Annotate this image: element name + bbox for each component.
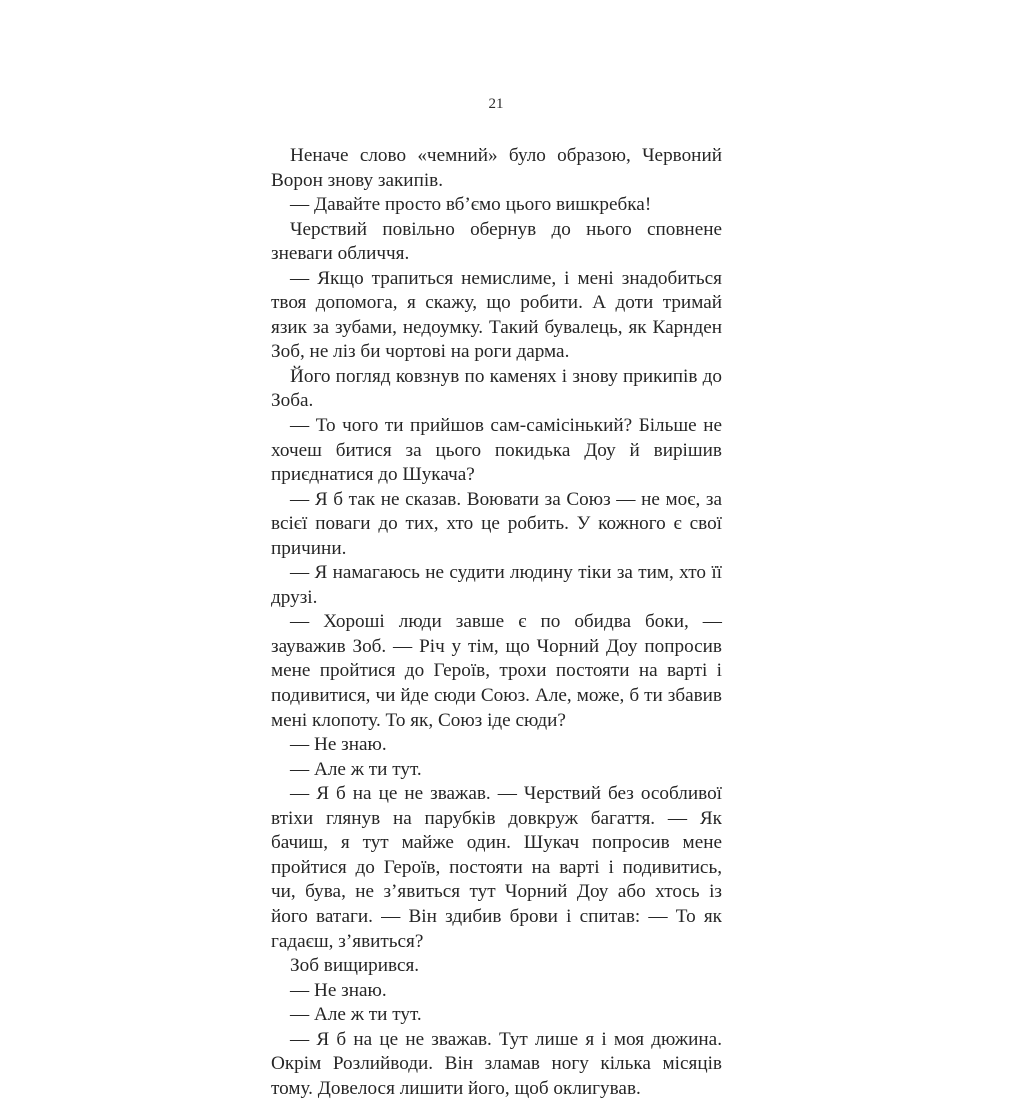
paragraph: — Але ж ти тут. — [290, 1004, 422, 1026]
paragraph: — Я б так не сказав. Воювати за Союз — не моє, за всієї поваги до тих, хто це робить. У кожного є свої причини. — [271, 488, 722, 559]
paragraph: Зоб вищирився. — [290, 955, 420, 977]
paragraph: — Не знаю. — [290, 734, 387, 756]
paragraph: — Але ж ти тут. — [290, 758, 422, 780]
paragraph: — Якщо трапиться немислиме, і мені знадобиться твоя допомога, я скажу, що робити. А доти тримай язик за зубами, недоумку. Такий бувалець, як Карнден Зоб, не ліз би чортові на роги дарма. — [271, 267, 722, 363]
paragraph: Його погляд ковзнув по каменях і знову прикипів до Зоба. — [271, 365, 722, 412]
paragraph: — Хороші люди завше є по обидва боки, — зауважив Зоб. — Річ у тім, що Чорний Доу попросив мене пройтися до Героїв, трохи постояти на варті і подивитися, чи йде сюди Союз. Але, може, б ти збавив мені клопоту. То як, Союз іде сюди? — [271, 611, 722, 731]
paragraph: — Я намагаюсь не судити людину тіки за тим, хто її друзі. — [271, 562, 722, 608]
paragraph: Черствий повільно обернув до нього сповнене зневаги обличчя. — [271, 218, 722, 265]
body-text — [271, 144, 722, 1101]
page-number: 21 — [488, 96, 504, 112]
paragraph: — Не знаю. — [290, 979, 387, 1001]
paragraph: — Давайте просто вб’ємо цього вишкребка! — [290, 194, 652, 216]
paragraph: — Я б на це не зважав. Тут лише я і моя дюжина. Окрім Розлийводи. Він зламав ногу кілька місяців тому. Довелося лишити його, щоб оклигував. — [271, 1028, 722, 1099]
paragraph: — Я б на це не зважав. — Черствий без особливої втіхи глянув на парубків довкруж багаття. — Як бачиш, я тут майже один. Шукач попросив мене пройтися до Героїв, постояти на варті і подивитись, чи, бува, не з’явиться тут Чорний Доу або хтось із його ватаги. — Він здибив брови і спитав: — То як гадаєш, з’явиться? — [271, 783, 722, 952]
paragraph: Неначе слово «чемний» було образою, Червоний Ворон знову закипів. — [271, 145, 722, 191]
paragraph: — То чого ти прийшов сам-самісінький? Більше не хочеш битися за цього покидька Доу й вирішив приєднатися до Шукача? — [271, 415, 722, 486]
